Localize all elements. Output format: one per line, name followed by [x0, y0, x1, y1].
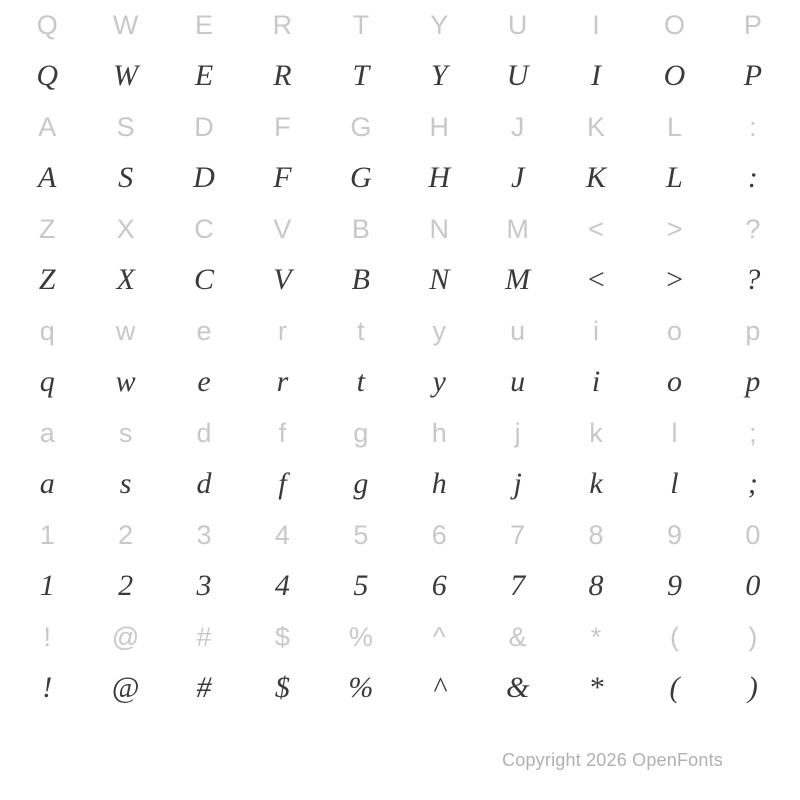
specimen-glyph: k	[589, 467, 603, 500]
reference-row	[0, 204, 800, 254]
reference-glyph: U	[507, 9, 528, 40]
reference-glyph: X	[116, 213, 135, 244]
reference-row	[0, 612, 800, 662]
specimen-glyph: A	[38, 161, 57, 194]
specimen-glyph: 3	[196, 569, 212, 602]
specimen-glyph: U	[506, 59, 529, 92]
reference-glyph: >	[666, 213, 683, 244]
specimen-glyph: B	[351, 263, 370, 296]
reference-glyph: !	[43, 621, 51, 652]
specimen-row	[0, 254, 800, 306]
specimen-glyph: 9	[666, 569, 682, 602]
reference-glyph: B	[351, 213, 370, 244]
specimen-glyph: h	[431, 467, 447, 500]
specimen-row	[0, 560, 800, 612]
specimen-glyph: u	[510, 365, 526, 398]
specimen-glyph: d	[196, 467, 212, 500]
reference-glyph: R	[272, 9, 293, 40]
reference-glyph: p	[745, 315, 761, 346]
reference-glyph: J	[510, 111, 525, 142]
specimen-glyph: 2	[118, 569, 134, 602]
specimen-glyph: Y	[430, 59, 448, 92]
specimen-glyph: t	[356, 365, 365, 398]
specimen-glyph: >	[664, 263, 685, 296]
specimen-glyph: r	[276, 365, 289, 398]
specimen-glyph: ?	[745, 263, 761, 296]
reference-glyph: h	[431, 417, 447, 448]
reference-glyph: 0	[745, 519, 761, 550]
reference-row	[0, 0, 800, 50]
reference-glyph: r	[277, 315, 287, 346]
reference-glyph: 2	[118, 519, 134, 550]
specimen-row	[0, 50, 800, 102]
specimen-glyph: *	[588, 671, 604, 704]
specimen-glyph: 4	[274, 569, 290, 602]
reference-row	[0, 408, 800, 458]
specimen-glyph: #	[196, 671, 212, 704]
reference-row	[0, 306, 800, 356]
specimen-row	[0, 356, 800, 408]
specimen-glyph: f	[278, 467, 287, 500]
specimen-glyph: V	[273, 263, 292, 296]
specimen-glyph: 0	[745, 569, 761, 602]
specimen-glyph: T	[352, 59, 370, 92]
reference-glyph: %	[348, 621, 373, 652]
specimen-glyph: 7	[510, 569, 526, 602]
specimen-glyph: N	[429, 263, 450, 296]
reference-glyph: N	[429, 213, 449, 244]
specimen-glyph: j	[513, 467, 522, 500]
reference-glyph: 4	[274, 519, 290, 550]
reference-glyph: V	[273, 213, 292, 244]
reference-glyph: P	[743, 9, 762, 40]
reference-glyph: @	[111, 621, 140, 652]
reference-glyph: E	[195, 9, 214, 40]
reference-glyph: s	[118, 417, 133, 448]
reference-glyph: D	[194, 111, 214, 142]
specimen-glyph: 5	[353, 569, 369, 602]
reference-glyph: :	[749, 111, 757, 142]
specimen-glyph: q	[39, 365, 55, 398]
specimen-glyph: O	[663, 59, 686, 92]
specimen-glyph: l	[670, 467, 679, 500]
specimen-glyph: 6	[431, 569, 447, 602]
specimen-glyph: @	[111, 671, 140, 704]
specimen-glyph: o	[666, 365, 682, 398]
reference-row	[0, 102, 800, 152]
specimen-glyph: s	[119, 467, 132, 500]
specimen-glyph: ;	[747, 467, 758, 500]
specimen-glyph: E	[194, 59, 214, 92]
reference-glyph: w	[115, 315, 136, 346]
reference-glyph: T	[352, 9, 370, 40]
reference-glyph: u	[510, 315, 526, 346]
reference-glyph: j	[514, 417, 521, 448]
specimen-glyph: R	[273, 59, 292, 92]
reference-glyph: O	[663, 9, 685, 40]
reference-glyph: S	[116, 111, 135, 142]
specimen-glyph: 8	[588, 569, 604, 602]
reference-glyph: 6	[431, 519, 447, 550]
specimen-glyph: w	[115, 365, 136, 398]
reference-glyph: d	[196, 417, 212, 448]
specimen-glyph: D	[193, 161, 215, 194]
specimen-glyph: !	[42, 671, 53, 704]
reference-glyph: ^	[432, 621, 446, 652]
reference-glyph: H	[429, 111, 449, 142]
specimen-glyph: <	[585, 263, 607, 296]
reference-glyph: ;	[749, 417, 757, 448]
reference-glyph: Q	[36, 9, 58, 40]
reference-glyph: Y	[430, 9, 449, 40]
specimen-glyph: g	[353, 467, 369, 500]
reference-glyph: $	[274, 621, 290, 652]
reference-glyph: l	[671, 417, 678, 448]
reference-glyph: (	[669, 621, 679, 652]
reference-glyph: L	[666, 111, 682, 142]
reference-glyph: 8	[588, 519, 604, 550]
reference-glyph: 3	[196, 519, 212, 550]
reference-glyph: *	[590, 621, 602, 652]
reference-glyph: A	[38, 111, 57, 142]
copyright-notice: Copyright 2026 OpenFonts	[502, 750, 723, 770]
specimen-glyph: &	[505, 671, 530, 704]
reference-glyph: K	[587, 111, 606, 142]
specimen-glyph: Q	[36, 59, 59, 92]
reference-glyph: )	[748, 621, 758, 652]
specimen-glyph: H	[428, 161, 451, 194]
reference-glyph: <	[588, 213, 604, 244]
specimen-glyph: F	[273, 161, 292, 194]
specimen-glyph: S	[118, 161, 134, 194]
reference-glyph: e	[196, 315, 212, 346]
reference-glyph: t	[357, 315, 365, 346]
specimen-glyph: P	[743, 59, 763, 92]
reference-glyph: ?	[745, 213, 761, 244]
reference-glyph: g	[353, 417, 369, 448]
specimen-glyph: G	[349, 161, 372, 194]
reference-row	[0, 510, 800, 560]
specimen-glyph: M	[505, 263, 531, 296]
specimen-row	[0, 662, 800, 714]
reference-glyph: I	[592, 9, 600, 40]
specimen-glyph: y	[432, 365, 446, 398]
reference-glyph: y	[432, 315, 446, 346]
reference-glyph: 7	[510, 519, 526, 550]
specimen-glyph: K	[586, 161, 607, 194]
specimen-row	[0, 458, 800, 510]
specimen-glyph: (	[669, 671, 680, 704]
reference-glyph: F	[274, 111, 291, 142]
reference-glyph: M	[506, 213, 529, 244]
reference-glyph: i	[593, 315, 600, 346]
specimen-glyph: Z	[38, 263, 56, 296]
reference-glyph: f	[278, 417, 287, 448]
specimen-glyph: $	[274, 671, 290, 704]
reference-glyph: G	[350, 111, 372, 142]
specimen-glyph: J	[510, 161, 525, 194]
specimen-glyph: e	[197, 365, 211, 398]
reference-glyph: 9	[666, 519, 682, 550]
specimen-glyph: a	[39, 467, 55, 500]
specimen-glyph: W	[113, 59, 139, 92]
specimen-glyph: i	[591, 365, 601, 398]
reference-glyph: Z	[38, 213, 56, 244]
specimen-glyph: %	[348, 671, 374, 704]
specimen-row	[0, 152, 800, 204]
specimen-glyph: I	[591, 59, 602, 92]
specimen-glyph: C	[194, 263, 215, 296]
reference-glyph: #	[196, 621, 212, 652]
reference-glyph: o	[666, 315, 682, 346]
specimen-glyph: X	[116, 263, 135, 296]
specimen-glyph: )	[747, 671, 758, 704]
specimen-glyph: p	[745, 365, 761, 398]
reference-glyph: &	[508, 621, 527, 652]
specimen-glyph: ^	[432, 671, 446, 704]
reference-glyph: C	[194, 213, 214, 244]
reference-glyph: q	[39, 315, 55, 346]
reference-glyph: k	[589, 417, 603, 448]
specimen-glyph: 1	[39, 569, 55, 602]
specimen-glyph: :	[747, 161, 758, 194]
reference-glyph: W	[112, 9, 139, 40]
reference-glyph: 5	[353, 519, 369, 550]
reference-glyph: a	[39, 417, 55, 448]
reference-glyph: 1	[39, 519, 55, 550]
specimen-glyph: L	[666, 161, 683, 194]
